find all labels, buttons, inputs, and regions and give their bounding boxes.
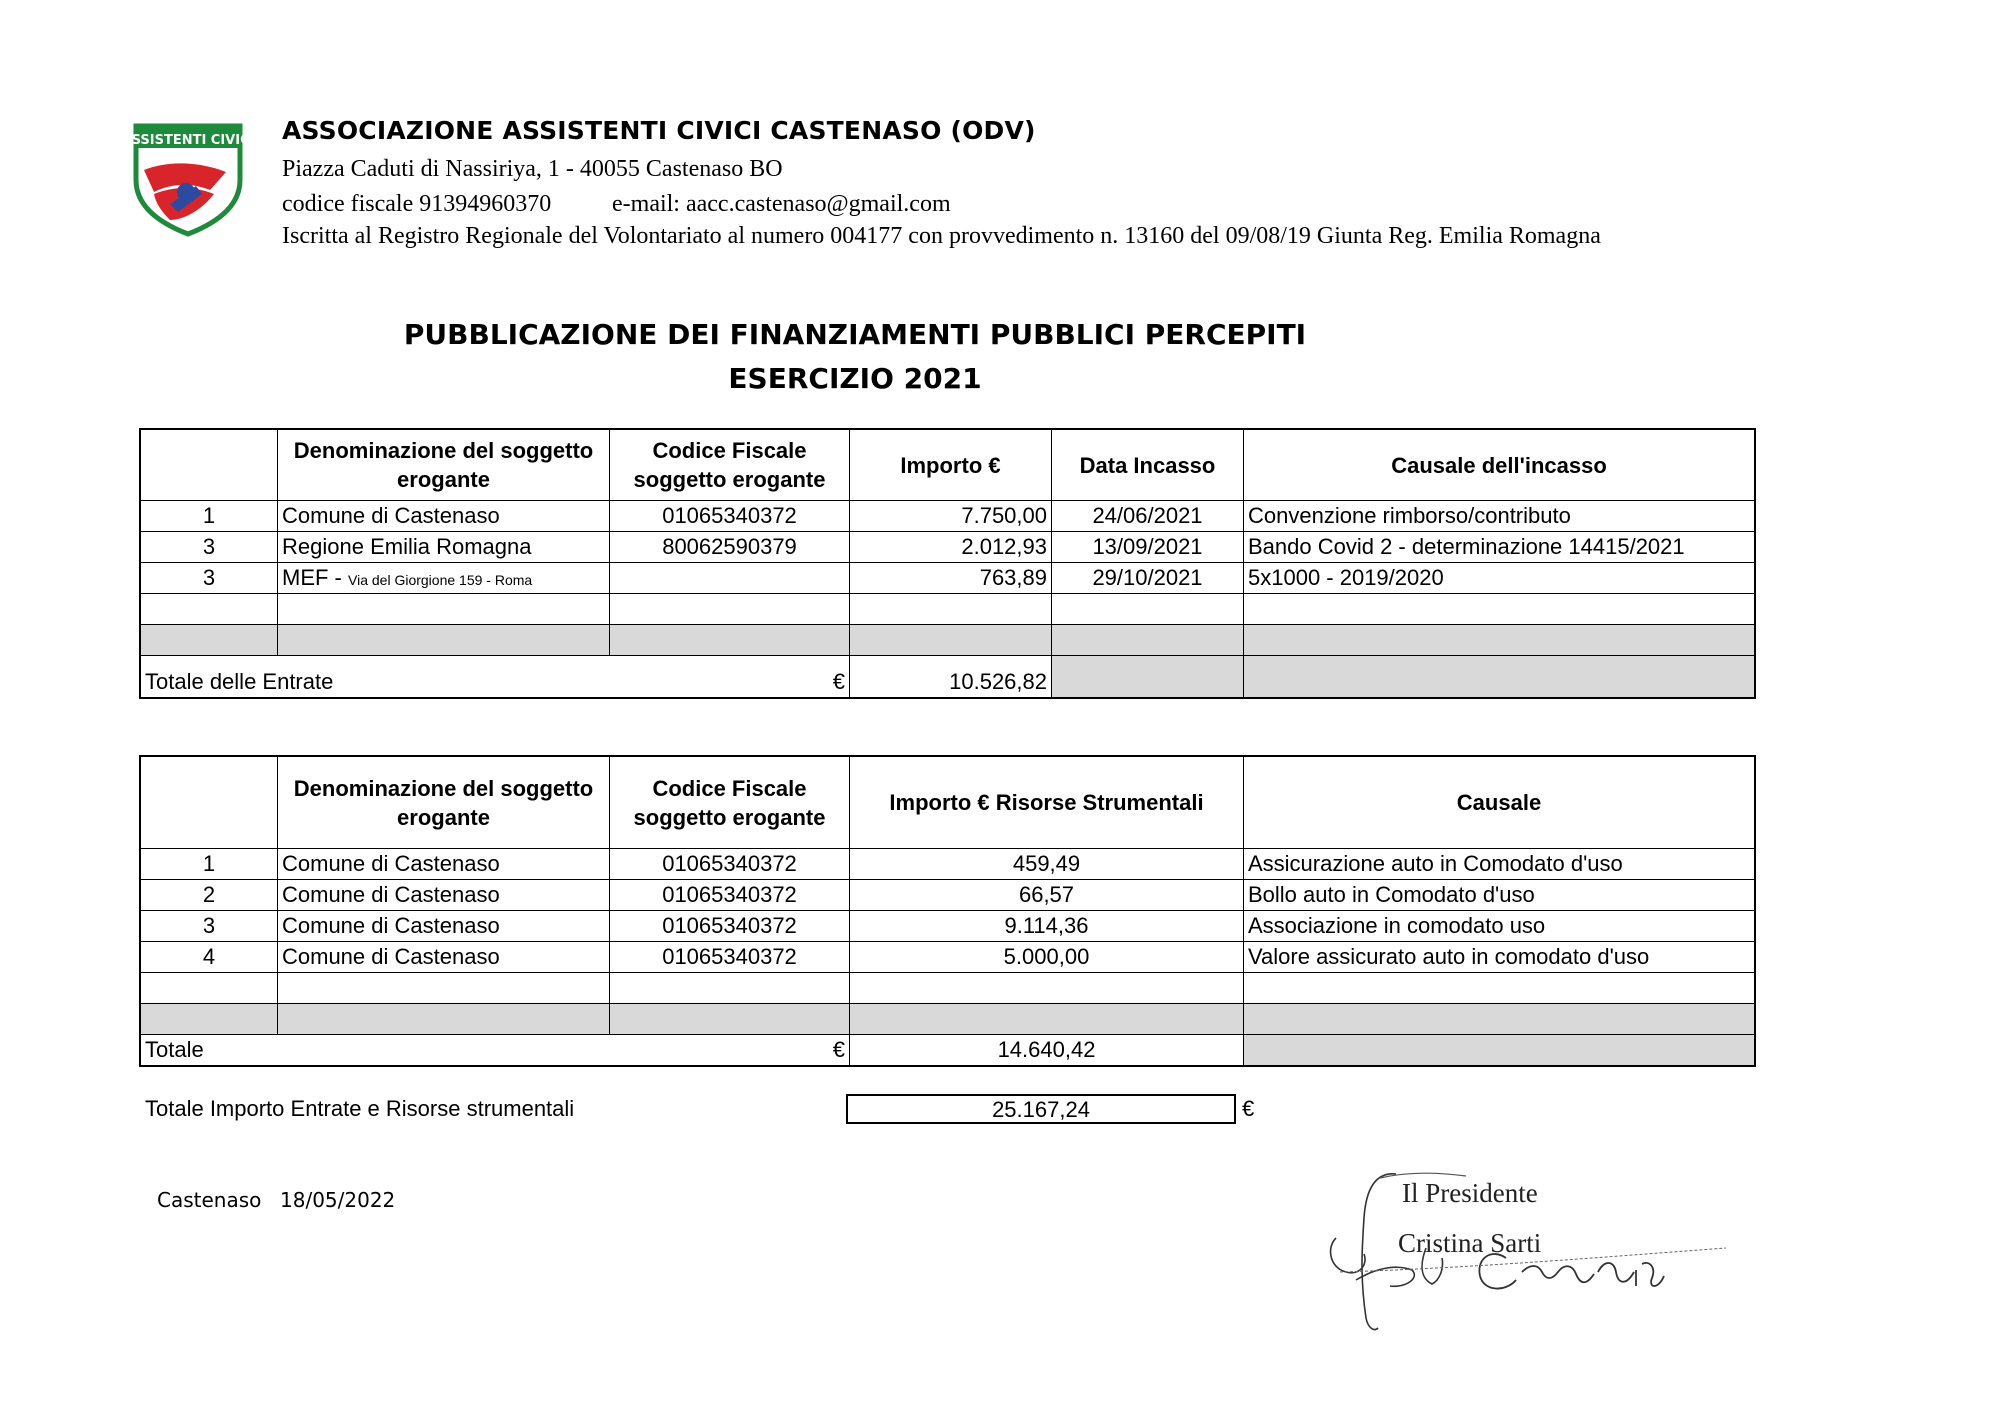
total-label-cell bbox=[141, 1035, 850, 1066]
row-cf: 01065340372 bbox=[610, 911, 850, 942]
table-row bbox=[141, 849, 1755, 880]
header-causale: Causale bbox=[1244, 757, 1755, 849]
row-reason: Assicurazione auto in Comodato d'uso bbox=[1244, 849, 1755, 880]
row-amount: 459,49 bbox=[850, 849, 1244, 880]
empty-row bbox=[141, 594, 1755, 625]
table-row bbox=[141, 501, 1755, 532]
row-name: MEF - bbox=[282, 565, 348, 590]
signer-name: Cristina Sarti bbox=[1398, 1228, 1542, 1258]
row-num: 1 bbox=[141, 849, 278, 880]
row-name-address: Via del Giorgione 159 - Roma bbox=[348, 572, 533, 588]
total-label: Totale bbox=[145, 1037, 204, 1062]
row-cf: 01065340372 bbox=[610, 880, 850, 911]
signature-place: Castenaso bbox=[157, 1188, 262, 1212]
document-title: PUBBLICAZIONE DEI FINANZIAMENTI PUBBLICI PERCEPITI bbox=[403, 318, 1307, 351]
row-amount: 7.750,00 bbox=[850, 501, 1052, 532]
document-subtitle: ESERCIZIO 2021 bbox=[728, 362, 982, 395]
header-importo: Importo € bbox=[850, 430, 1052, 501]
row-date: 24/06/2021 bbox=[1052, 501, 1244, 532]
row-num: 3 bbox=[141, 532, 278, 563]
row-reason: Bando Covid 2 - determinazione 14415/2021 bbox=[1244, 532, 1755, 563]
row-name: Comune di Castenaso bbox=[278, 501, 610, 532]
row-name: Regione Emilia Romagna bbox=[278, 532, 610, 563]
row-amount: 763,89 bbox=[850, 563, 1052, 594]
row-cf: 80062590379 bbox=[610, 532, 850, 563]
row-cf: 01065340372 bbox=[610, 501, 850, 532]
row-cf bbox=[610, 563, 850, 594]
row-amount: 66,57 bbox=[850, 880, 1244, 911]
header-codice-fiscale: Codice Fiscale soggetto erogante bbox=[610, 757, 850, 849]
total-value: 14.640,42 bbox=[850, 1035, 1244, 1066]
row-amount: 5.000,00 bbox=[850, 942, 1244, 973]
row-num: 3 bbox=[141, 563, 278, 594]
row-name-cell bbox=[278, 563, 610, 594]
entrate-table bbox=[140, 429, 1755, 698]
row-num: 2 bbox=[141, 880, 278, 911]
signer-title: Il Presidente bbox=[1402, 1178, 1538, 1208]
table-row bbox=[141, 532, 1755, 563]
row-name: Comune di Castenaso bbox=[278, 911, 610, 942]
total-value: 10.526,82 bbox=[850, 656, 1052, 698]
total-label-cell bbox=[141, 656, 850, 698]
table-header-row bbox=[141, 430, 1755, 501]
association-logo bbox=[121, 120, 255, 236]
header-codice-fiscale: Codice Fiscale soggetto erogante bbox=[610, 430, 850, 501]
header-num bbox=[141, 757, 278, 849]
row-num: 4 bbox=[141, 942, 278, 973]
row-cf: 01065340372 bbox=[610, 942, 850, 973]
header-importo-risorse: Importo € Risorse Strumentali bbox=[850, 757, 1244, 849]
row-num: 3 bbox=[141, 911, 278, 942]
row-name: Comune di Castenaso bbox=[278, 849, 610, 880]
table-row bbox=[141, 942, 1755, 973]
row-reason: Convenzione rimborso/contributo bbox=[1244, 501, 1755, 532]
header-data-incasso: Data Incasso bbox=[1052, 430, 1244, 501]
row-reason: Valore assicurato auto in comodato d'uso bbox=[1244, 942, 1755, 973]
row-reason: Associazione in comodato uso bbox=[1244, 911, 1755, 942]
organization-registry: Iscritta al Registro Regionale del Volontariato al numero 004177 con provvedimento n. 13160 del 09/08/19 Giunta Reg. Emilia Romagna bbox=[282, 223, 1601, 249]
table-row bbox=[141, 911, 1755, 942]
table-row bbox=[141, 880, 1755, 911]
row-num: 1 bbox=[141, 501, 278, 532]
row-name: Comune di Castenaso bbox=[278, 880, 610, 911]
total-currency: € bbox=[832, 669, 845, 694]
grand-total-currency: € bbox=[1242, 1096, 1255, 1121]
organization-fiscal-code: codice fiscale 91394960370 bbox=[282, 191, 552, 217]
empty-gray-row bbox=[141, 1004, 1755, 1035]
logo-text: ASSISTENTI CIVICI bbox=[121, 133, 255, 148]
grand-total-value: 25.167,24 bbox=[846, 1094, 1236, 1124]
total-row bbox=[141, 656, 1755, 698]
table-row bbox=[141, 563, 1755, 594]
header-num bbox=[141, 430, 278, 501]
row-name: Comune di Castenaso bbox=[278, 942, 610, 973]
total-row bbox=[141, 1035, 1755, 1066]
risorse-table bbox=[140, 756, 1755, 1066]
organization-address: Piazza Caduti di Nassiriya, 1 - 40055 Castenaso BO bbox=[282, 156, 783, 182]
row-reason: 5x1000 - 2019/2020 bbox=[1244, 563, 1755, 594]
grand-total-label: Totale Importo Entrate e Risorse strumentali bbox=[145, 1096, 575, 1121]
header-causale: Causale dell'incasso bbox=[1244, 430, 1755, 501]
organization-email: e-mail: aacc.castenaso@gmail.com bbox=[612, 191, 951, 217]
table-header-row bbox=[141, 757, 1755, 849]
row-date: 29/10/2021 bbox=[1052, 563, 1244, 594]
signature-date: 18/05/2022 bbox=[280, 1188, 396, 1212]
header-denominazione: Denominazione del soggetto erogante bbox=[278, 430, 610, 501]
row-reason: Bollo auto in Comodato d'uso bbox=[1244, 880, 1755, 911]
header-denominazione: Denominazione del soggetto erogante bbox=[278, 757, 610, 849]
row-date: 13/09/2021 bbox=[1052, 532, 1244, 563]
empty-row bbox=[141, 973, 1755, 1004]
row-amount: 2.012,93 bbox=[850, 532, 1052, 563]
empty-gray-row bbox=[141, 625, 1755, 656]
total-currency: € bbox=[832, 1037, 845, 1062]
row-cf: 01065340372 bbox=[610, 849, 850, 880]
total-label: Totale delle Entrate bbox=[145, 669, 334, 694]
organization-name: ASSOCIAZIONE ASSISTENTI CIVICI CASTENASO (ODV) bbox=[282, 116, 1036, 145]
row-amount: 9.114,36 bbox=[850, 911, 1244, 942]
